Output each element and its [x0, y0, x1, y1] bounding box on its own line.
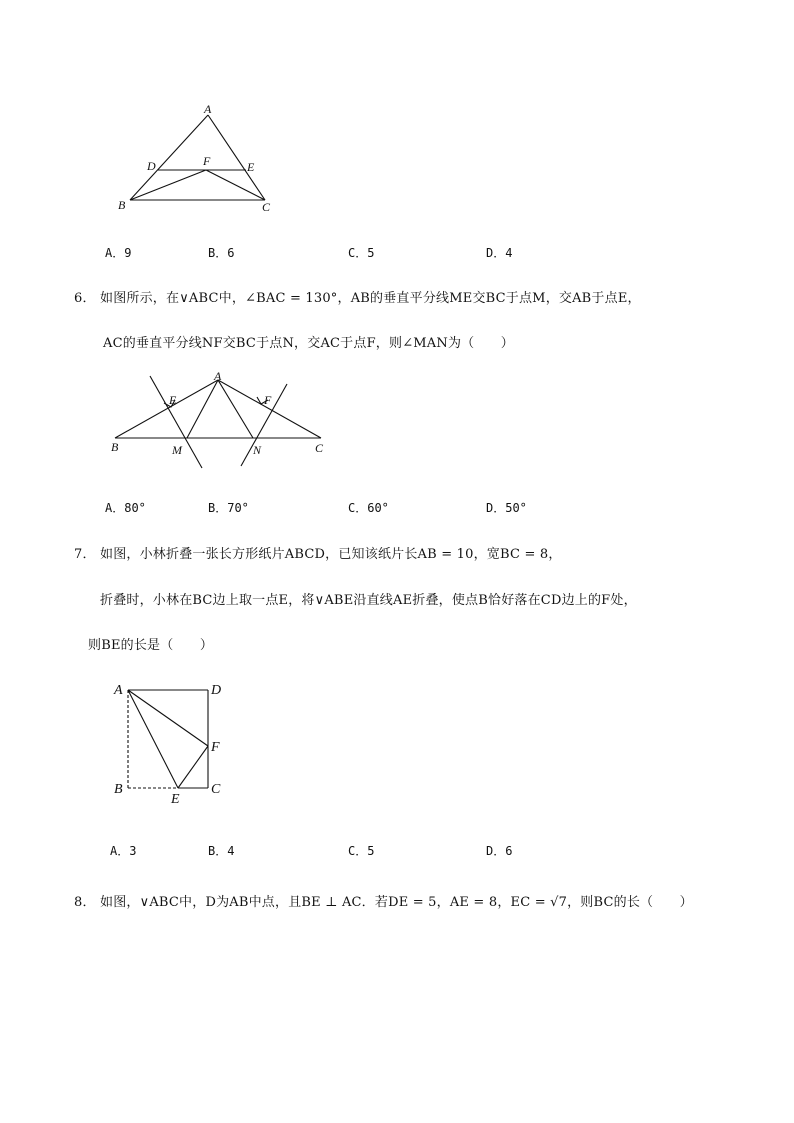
q6-option-a[interactable]: A．80°	[105, 501, 146, 515]
q6-label-f: F	[264, 393, 272, 407]
q7-stem-line2: 折叠时，小林在BC边上取一点E，将∨ABE沿直线AE折叠，使点B恰好落在CD边上的F处，	[100, 593, 637, 608]
q7-rectangle-figure	[108, 676, 243, 806]
q6-label-n: N	[253, 443, 262, 457]
q5-label-a: A	[204, 102, 212, 116]
q7-label-a: A	[114, 683, 123, 698]
q6-triangle-figure	[105, 368, 335, 473]
q7-stem-line3: 则BE的长是（ ）	[88, 638, 214, 653]
q5-triangle-figure	[110, 100, 290, 220]
q7-option-c[interactable]: C．5	[348, 844, 375, 858]
q5-label-b: B	[118, 198, 126, 212]
q7-label-e: E	[171, 792, 180, 806]
q6-label-c: C	[315, 441, 324, 455]
q6-label-b: B	[111, 440, 119, 454]
q6-option-d[interactable]: D．50°	[486, 501, 527, 515]
q6-label-a: A	[214, 369, 222, 383]
q5-option-c[interactable]: C．5	[348, 246, 375, 260]
q7-option-b[interactable]: B．4	[208, 844, 235, 858]
q7-label-f: F	[211, 740, 220, 755]
q5-option-a[interactable]: A．9	[105, 246, 132, 260]
q5-label-f: F	[203, 154, 211, 168]
q6-option-b[interactable]: B．70°	[208, 501, 249, 515]
q6-label-m: M	[172, 443, 182, 457]
q8-stem-line1: 如图，∨ABC中，D为AB中点，且BE ⊥ AC．若DE = 5，AE = 8，EC = √7，则BC的长（ ）	[100, 895, 693, 910]
q6-label-e: E	[169, 393, 177, 407]
q7-label-d: D	[211, 683, 222, 698]
q7-label-c: C	[211, 782, 221, 797]
q5-option-d[interactable]: D．4	[486, 246, 513, 260]
q6-stem-line2: AC的垂直平分线NF交BC于点N，交AC于点F，则∠MAN为（ ）	[103, 336, 514, 351]
q7-option-d[interactable]: D．6	[486, 844, 513, 858]
q7-stem-line1: 如图，小林折叠一张长方形纸片ABCD，已知该纸片长AB = 10，宽BC = 8，	[100, 547, 562, 562]
q8-number: 8．	[74, 895, 96, 910]
q7-number: 7．	[74, 547, 96, 562]
q5-label-c: C	[262, 200, 271, 214]
q6-stem-line1: 如图所示，在∨ABC中，∠BAC = 130°，AB的垂直平分线ME交BC于点M，交AB于点E，	[100, 291, 641, 306]
q7-label-b: B	[114, 782, 123, 797]
q7-option-a[interactable]: A．3	[110, 844, 137, 858]
q5-option-b[interactable]: B．6	[208, 246, 235, 260]
q6-number: 6．	[74, 291, 96, 306]
q6-option-c[interactable]: C．60°	[348, 501, 389, 515]
q5-label-e: E	[247, 160, 255, 174]
q5-label-d: D	[147, 159, 156, 173]
